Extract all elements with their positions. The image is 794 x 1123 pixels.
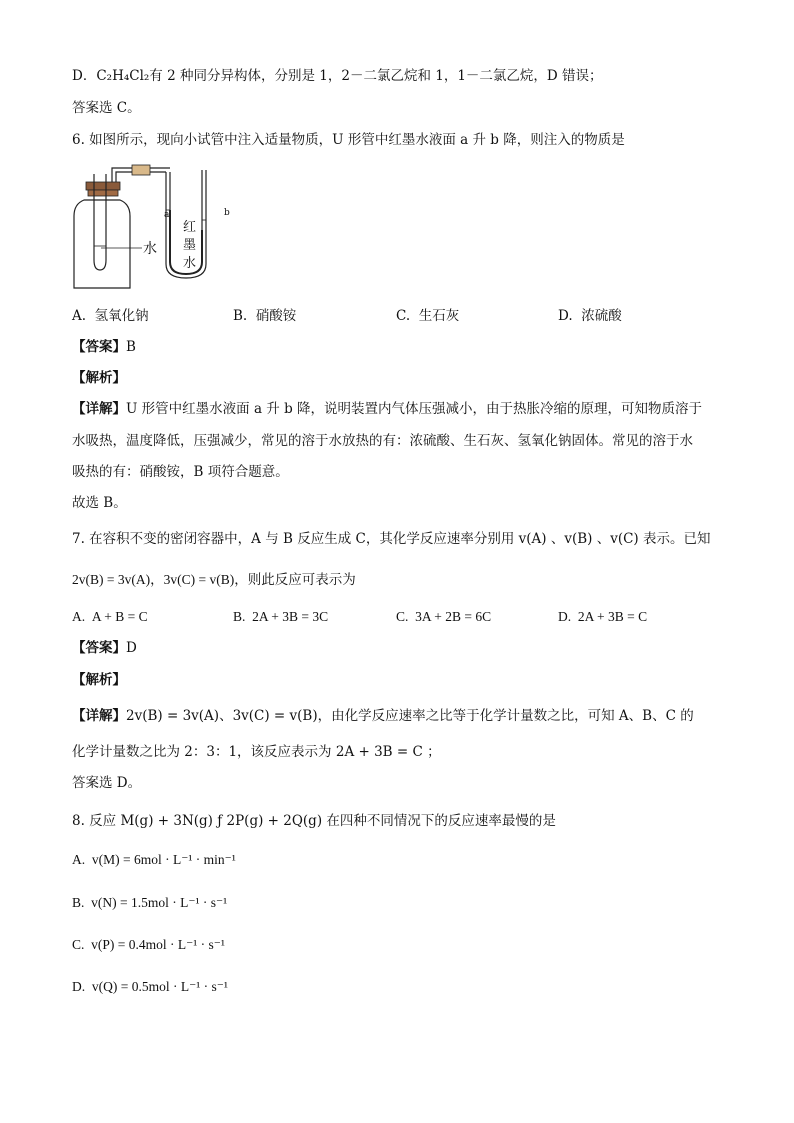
label-ink-1: 红 <box>183 220 197 235</box>
stopper-top <box>86 182 120 190</box>
q6-stem: 6. 如图所示，现向小试管中注入适量物质，U 形管中红墨水液面 a 升 b 降，则注入的物质是 <box>72 132 625 148</box>
rubber-joint <box>132 165 150 175</box>
q6-answer: 【答案】B <box>72 339 136 355</box>
apparatus-figure <box>70 160 240 292</box>
bottle-outline <box>74 200 130 288</box>
q8-option-d: D. v(Q) = 0.5mol · L⁻¹ · s⁻¹ <box>72 979 228 994</box>
q7-option-a: A. A + B = C <box>72 609 148 624</box>
q6-detail-1: 【详解】U 形管中红墨水液面 a 升 b 降，说明装置内气体压强减小，由于热胀冷缩的原理，可知物质溶于 <box>72 401 703 417</box>
q5-option-d: D．C₂H₄Cl₂有 2 种同分异构体，分别是 1，2－二氯乙烷和 1，1－二氯乙烷，D 错误； <box>72 68 603 84</box>
label-ink-2: 墨 <box>183 238 197 253</box>
q6-analysis-tag: 【解析】 <box>72 370 126 386</box>
q6-option-b: B. 硝酸铵 <box>233 308 297 324</box>
q7-detail-1: 【详解】2v(B) = 3v(A)、3v(C) = v(B)，由化学反应速率之比等于化学计量数之比，可知 A、B、C 的 <box>72 708 694 724</box>
q8-option-b: B. v(N) = 1.5mol · L⁻¹ · s⁻¹ <box>72 895 228 910</box>
q6-detail-3: 吸热的有：硝酸铵，B 项符合题意。 <box>72 464 289 480</box>
q7-option-b: B. 2A + 3B = 3C <box>233 609 329 624</box>
label-b: b <box>224 208 230 218</box>
q7-analysis-tag: 【解析】 <box>72 672 126 688</box>
label-ink-3: 水 <box>183 256 197 271</box>
q8-stem: 8. 反应 M(g) + 3N(g) ƒ 2P(g) + 2Q(g) 在四种不同情况下的反应速率最慢的是 <box>72 813 556 829</box>
q8-option-a: A. v(M) = 6mol · L⁻¹ · min⁻¹ <box>72 852 236 867</box>
label-a: a <box>164 210 170 220</box>
stopper-bottom <box>88 190 118 196</box>
q7-detail-2: 化学计量数之比为 2：3：1，该反应表示为 2A + 3B = C ； <box>72 744 441 760</box>
q6-option-d: D. 浓硫酸 <box>558 308 622 324</box>
apparatus-drawing <box>70 160 240 292</box>
q7-conclusion: 答案选 D。 <box>72 775 142 791</box>
q6-conclusion: 故选 B。 <box>72 495 127 511</box>
label-water: 水 <box>143 241 157 257</box>
q5-answer-line: 答案选 C。 <box>72 100 141 116</box>
q8-option-c: C. v(P) = 0.4mol · L⁻¹ · s⁻¹ <box>72 937 225 952</box>
q7-option-c: C. 3A + 2B = 6C <box>396 609 492 624</box>
q7-stem-2: 2v(B) = 3v(A)，3v(C) = v(B)，则此反应可表示为 <box>72 572 356 587</box>
q6-detail-2: 水吸热，温度降低，压强减少，常见的溶于水放热的有：浓硫酸、生石灰、氢氧化钠固体。常见的溶于水 <box>72 433 693 449</box>
q7-stem-1: 7. 在容积不变的密闭容器中，A 与 B 反应生成 C，其化学反应速率分别用 v(A) 、v(B) 、v(C) 表示。已知 <box>72 531 711 547</box>
q6-option-c: C. 生石灰 <box>396 308 460 324</box>
q7-option-d: D. 2A + 3B = C <box>558 609 648 624</box>
q6-option-a: A. 氢氧化钠 <box>72 308 149 324</box>
q7-answer: 【答案】D <box>72 640 137 656</box>
